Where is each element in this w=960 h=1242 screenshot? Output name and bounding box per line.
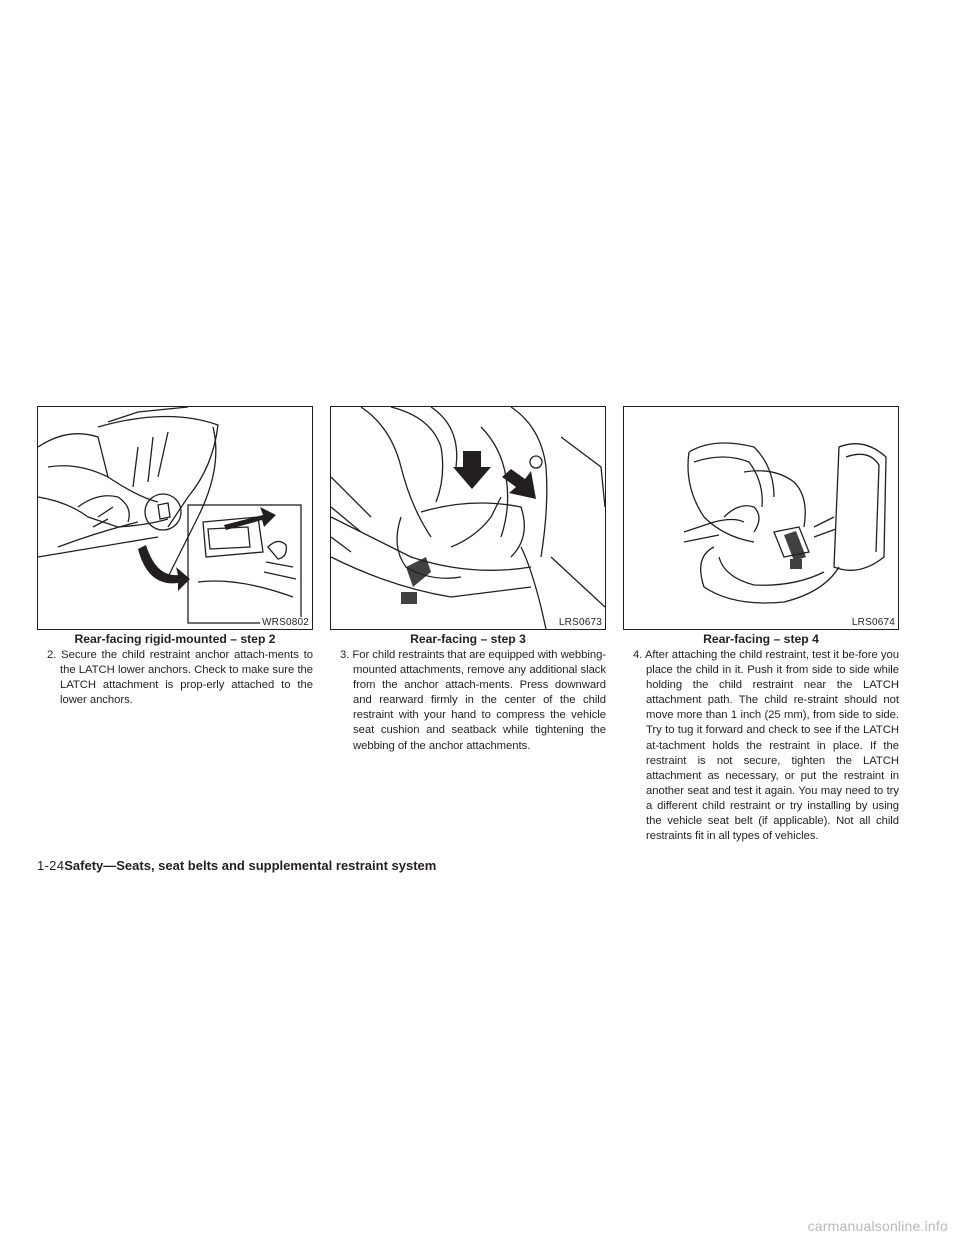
watermark: carmanualsonline.info [807,1218,948,1234]
testing-child-seat-illustration [624,407,898,629]
footer-title: Safety—Seats, seat belts and supplemental restraint system [64,858,437,873]
column-step-3 [330,406,606,754]
figure-code: WRS0802 [262,617,309,628]
figure-caption: Rear-facing – step 4 [703,632,819,646]
figure-caption: Rear-facing rigid-mounted – step 2 [74,632,276,646]
figure-code: LRS0673 [558,617,602,628]
page-number: 1-24 [37,858,65,873]
hands-pressing-child-seat-illustration [331,407,605,629]
step-text: 3. For child restraints that are equipped with webbing-mounted attachments, remove any additional slack from the anchor attach-ments. Press downward and rearward firmly in the center of the child restraint with your hand to compress the vehicle seat cushion and seatback while tightening the webbing of the anchor attachments. [340,649,607,752]
figure-step-4 [623,406,899,630]
figure-step-3 [330,406,606,630]
column-step-2 [37,406,313,708]
step-text: 2. Secure the child restraint anchor attach-ments to the LATCH lower anchors. Check to make sure the LATCH attachment is prop-erly attached to the lower anchors. [47,649,313,707]
figure-code: LRS0674 [851,617,895,628]
step-text: 4. After attaching the child restraint, test it be-fore you place the child in it. Push it from side to side while holding the child restraint near the LATCH attachment path. The child re-straint should not move more than 1 inch (25 mm), from side to side. Try to tug it forward and check to see if the LATCH at-tachment holds the restraint in place. If the restraint is not secure, tighten the LATCH attachment as necessary, or put the restraint in another seat and test it again. You may need to try a different child restraint or try installing by using the vehicle seat belt (if applicable). Not all child restraints fit in all types of vehicles. [633,649,899,843]
column-step-4 [623,406,899,844]
figure-step-2 [37,406,313,630]
figure-caption: Rear-facing – step 3 [410,632,526,646]
child-seat-latch-anchor-illustration [38,407,312,629]
page-footer [37,858,436,874]
